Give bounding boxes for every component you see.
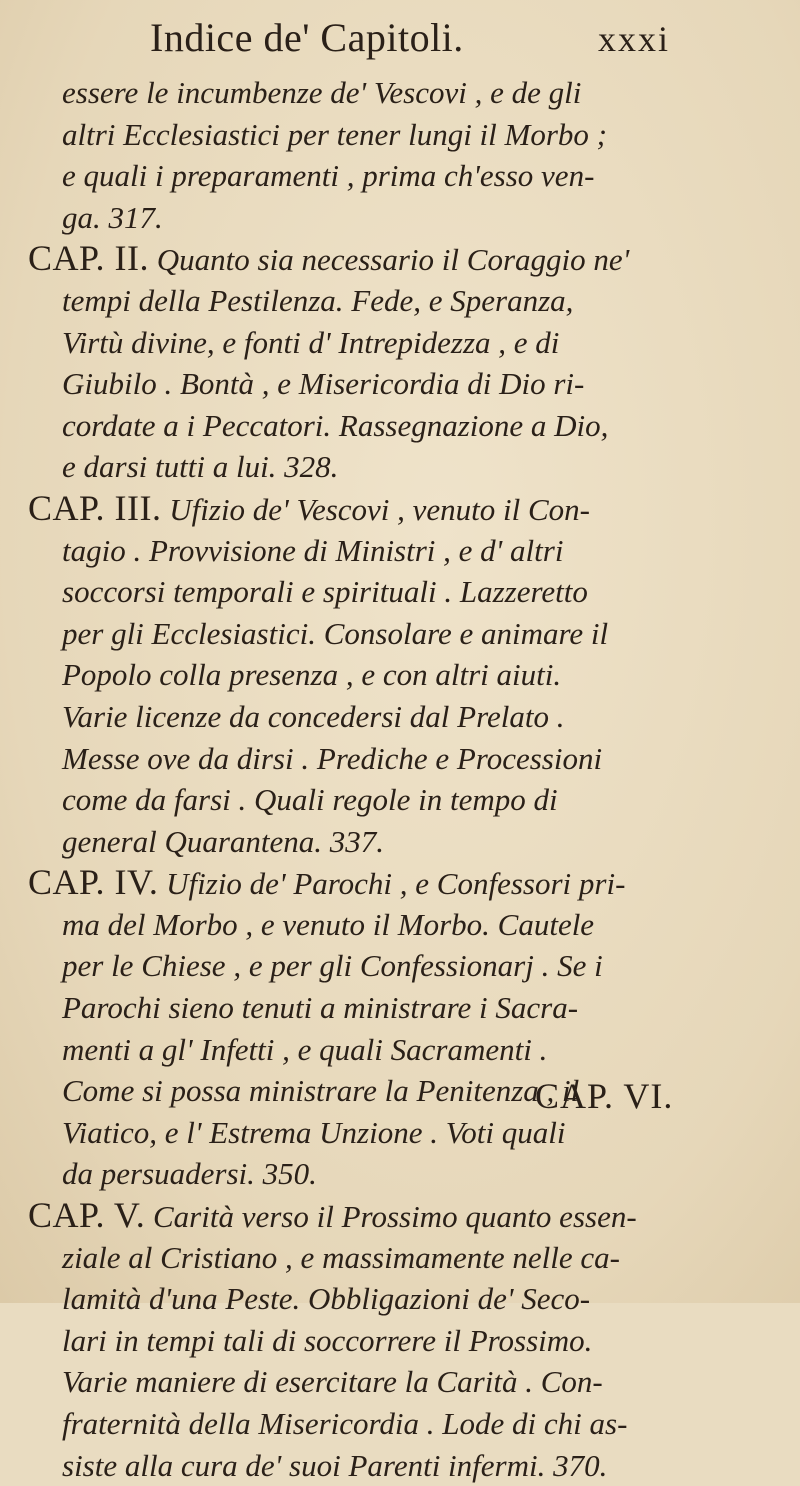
text-line: Messe ove da dirsi . Prediche e Processioni xyxy=(62,740,603,776)
chapter-heading xyxy=(28,1195,768,1237)
chapter-label: CAP. IV. xyxy=(28,862,159,903)
chapter-first-line: Quanto sia necessario il Coraggio ne' xyxy=(156,242,630,278)
text-line: e darsi tutti a lui. 328. xyxy=(62,449,339,485)
text-line: ma del Morbo , e venuto il Morbo. Cautele xyxy=(62,906,595,942)
text-line: per le Chiese , e per gli Confessionarj . Se i xyxy=(62,948,603,984)
page-number: xxxi xyxy=(597,19,670,59)
text-line: essere le incumbenze de' Vescovi , e de gli xyxy=(62,75,582,110)
chapter-label: CAP. V. xyxy=(28,1195,146,1236)
text-line: da persuadersi. 350. xyxy=(62,1156,317,1192)
text-line: soccorsi temporali e spirituali . Lazzeretto xyxy=(62,574,588,610)
chapter-heading xyxy=(28,488,768,530)
chapter-label: CAP. II. xyxy=(28,238,150,279)
text-line: per gli Ecclesiastici. Consolare e animare il xyxy=(62,615,609,651)
text-line: Popolo colla presenza , e con altri aiuti. xyxy=(62,657,562,693)
text-line: lamità d'una Peste. Obbligazioni de' Seco- xyxy=(62,1281,591,1317)
chapter-first-line: Carità verso il Prossimo quanto essen- xyxy=(153,1199,637,1235)
chapter-first-line: Ufizio de' Vescovi , venuto il Con- xyxy=(169,491,591,527)
page-title: Indice de' Capitoli. xyxy=(150,15,464,60)
text-line: general Quarantena. 337. xyxy=(62,823,385,859)
text-line: menti a gl' Infetti , e quali Sacramenti . xyxy=(62,1031,548,1067)
text-line: ziale al Cristiano , e massimamente nelle ca- xyxy=(62,1239,620,1275)
catchword: CAP. VI. xyxy=(535,1076,674,1116)
text-line: altri Ecclesiastici per tener lungi il Morbo ; xyxy=(62,116,607,152)
text-line: siste alla cura de' suoi Parenti infermi. 370. xyxy=(62,1447,608,1483)
chapter-heading xyxy=(28,238,768,280)
text-line: fraternità della Misericordia . Lode di chi as- xyxy=(62,1406,628,1441)
chapter-first-line: Ufizio de' Parochi , e Confessori pri- xyxy=(166,866,626,902)
text-line: Varie licenze da concedersi dal Prelato . xyxy=(62,698,565,734)
text-line: ga. 317. xyxy=(62,199,163,235)
text-line: tagio . Provvisione di Ministri , e d' altri xyxy=(62,532,564,568)
running-header xyxy=(150,14,670,61)
chapter-label: CAP. III. xyxy=(28,487,162,528)
index-text xyxy=(28,72,768,1486)
text-line: Varie maniere di esercitare la Carità . Con- xyxy=(62,1364,603,1400)
chapter-heading xyxy=(28,862,768,904)
text-line: Giubilo . Bontà , e Misericordia di Dio ri- xyxy=(62,366,585,402)
text-line: cordate a i Peccatori. Rassegnazione a Dio, xyxy=(62,407,609,443)
text-line: Viatico, e l' Estrema Unzione . Voti quali xyxy=(62,1114,566,1150)
text-line: lari in tempi tali di soccorrere il Prossimo. xyxy=(62,1322,593,1358)
text-line: Come si possa ministrare la Penitenza , il xyxy=(62,1073,580,1109)
text-line: e quali i preparamenti , prima ch'esso ven- xyxy=(62,158,595,194)
text-line: Virtù divine, e fonti d' Intrepidezza , e di xyxy=(62,324,560,360)
text-line: Parochi sieno tenuti a ministrare i Sacra- xyxy=(62,990,579,1026)
text-line: come da farsi . Quali regole in tempo di xyxy=(62,782,558,818)
text-line: tempi della Pestilenza. Fede, e Speranza, xyxy=(62,282,574,318)
